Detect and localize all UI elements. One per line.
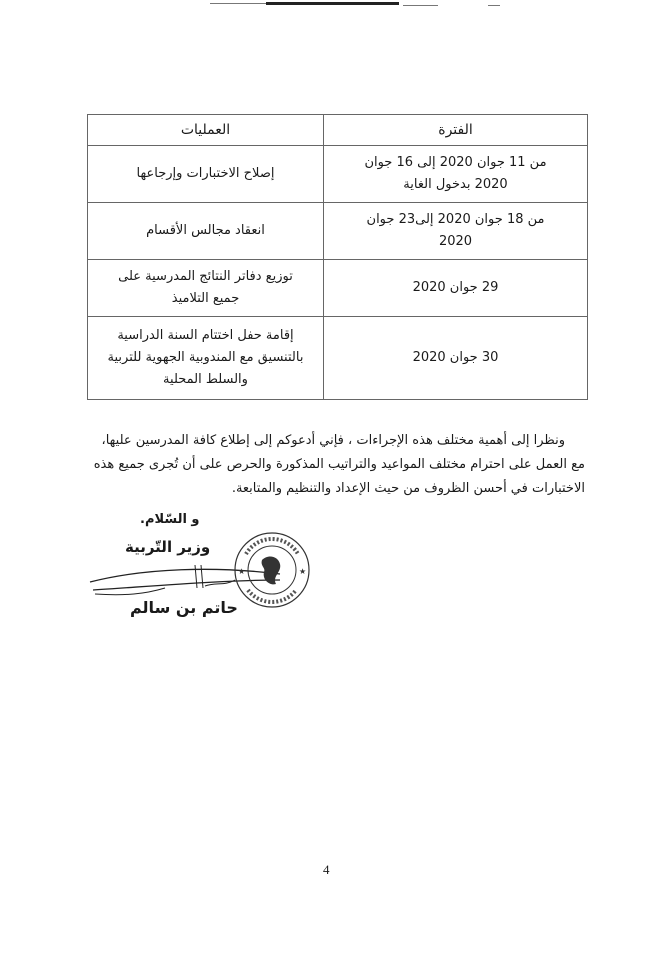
cell-line: والسلط المحلية	[163, 372, 248, 387]
cell-line: 30 جوان 2020	[412, 350, 499, 365]
table-row	[88, 260, 588, 317]
table-row	[88, 317, 588, 400]
body-line: مع العمل على احترام مختلف المواعيد والتراتيب المذكورة والحرص على أن تُجرى جميع هذه	[93, 457, 585, 472]
cell-line: من 11 جوان 2020 إلى 16 جوان	[364, 155, 547, 170]
cell-line: توزيع دفاتر النتائج المدرسية على	[118, 269, 293, 284]
operation-cell	[88, 203, 324, 260]
official-stamp-icon	[232, 530, 312, 610]
body-line: ونظرا إلى أهمية مختلف هذه الإجراءات ، فإني أدعوكم إلى إطلاع كافة المدرسين عليها،	[101, 433, 565, 448]
header-operations: العمليات	[88, 115, 324, 146]
cell-line: انعقاد مجالس الأقسام	[146, 223, 265, 238]
cell-line: إصلاح الاختبارات وإرجاعها	[136, 166, 275, 181]
period-cell	[324, 317, 588, 400]
cell-line: من 18 جوان 2020 إلى23 جوان	[366, 212, 545, 227]
period-cell	[324, 203, 588, 260]
signatory-title: وزير التّربية	[125, 538, 211, 556]
operation-cell	[88, 146, 324, 203]
cell-line: 29 جوان 2020	[412, 280, 499, 295]
signatory-name: حاتم بن سالم	[130, 598, 238, 617]
scan-edge-line	[488, 5, 500, 6]
table-row	[88, 203, 588, 260]
cell-line: بالتنسيق مع المندوبية الجهوية للتربية	[107, 350, 304, 365]
cell-line: 2020	[438, 234, 473, 249]
operation-cell	[88, 317, 324, 400]
period-cell	[324, 260, 588, 317]
operation-cell	[88, 260, 324, 317]
page-number: 4	[323, 862, 330, 877]
cell-line: جميع التلاميذ	[171, 291, 240, 306]
body-paragraph	[70, 429, 585, 501]
cell-line: إقامة حفل اختتام السنة الدراسية	[117, 328, 294, 343]
period-cell	[324, 146, 588, 203]
table-header-row	[88, 115, 588, 146]
header-period: الفترة	[324, 115, 588, 146]
body-line: الاختبارات في أحسن الظروف من حيث الإعداد والتنظيم والمتابعة.	[231, 481, 585, 496]
cell-line: 2020 بدخول الغاية	[403, 177, 508, 192]
scan-edge-line	[266, 2, 399, 5]
svg-text:★: ★	[238, 567, 246, 576]
svg-text:★: ★	[299, 567, 307, 576]
table-row	[88, 146, 588, 203]
schedule-table	[87, 114, 588, 400]
closing-salutation: و السّلام.	[140, 512, 200, 527]
scan-edge-line	[403, 5, 438, 6]
